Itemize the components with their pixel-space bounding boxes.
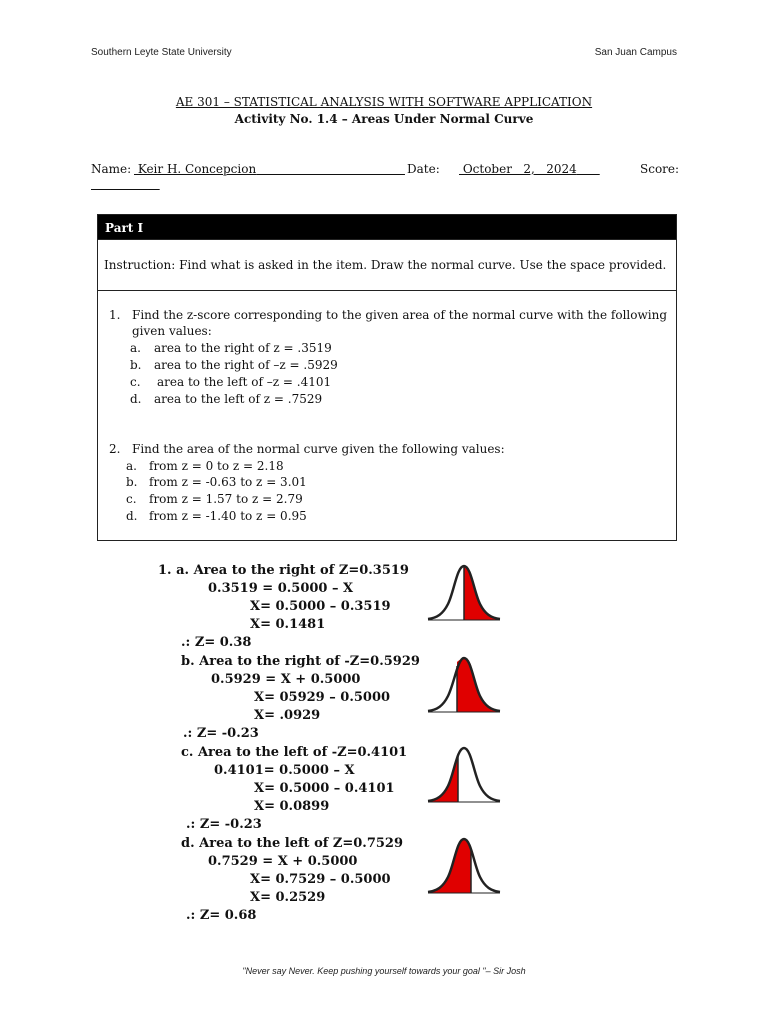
date-label: Date: xyxy=(407,162,440,176)
score-field xyxy=(91,177,160,191)
footer-quote: "Never say Never. Keep pushing yourself towards your goal "– Sir Josh xyxy=(242,966,526,976)
q2-a: from z = 0 to z = 2.18 xyxy=(149,459,284,473)
q1-text: Find the z-score corresponding to the given area of the normal curve with the following xyxy=(132,308,668,322)
q1-d-letter: d. xyxy=(130,392,142,406)
q1-c-letter: c. xyxy=(130,375,141,389)
activity-title: Activity No. 1.4 – Areas Under Normal Curve xyxy=(234,112,534,126)
date-value: October 2, 2024 xyxy=(459,162,577,176)
answer-d-result: .: Z= 0.68 xyxy=(186,908,257,923)
q2-b: from z = -0.63 to z = 3.01 xyxy=(149,475,307,489)
name-label: Name: xyxy=(91,162,132,176)
q1-a-letter: a. xyxy=(130,341,141,355)
q2-d: from z = -1.40 to z = 0.95 xyxy=(149,509,307,523)
q1-b: area to the right of –z = .5929 xyxy=(154,358,338,372)
answer-b-result: .: Z= -0.23 xyxy=(183,726,259,741)
normal-curve-right-tail-a xyxy=(425,562,503,624)
university-name: Southern Leyte State University xyxy=(91,47,232,58)
answer-c-result: .: Z= -0.23 xyxy=(186,817,262,832)
q2-b-letter: b. xyxy=(126,475,138,489)
answer-a-result: .: Z= 0.38 xyxy=(181,635,252,650)
answer-d-title: d. Area to the left of Z=0.7529 xyxy=(181,836,404,851)
answer-b-title: b. Area to the right of -Z=0.5929 xyxy=(181,654,420,669)
instruction: Instruction: Find what is asked in the item. Draw the normal curve. Use the space provided. xyxy=(97,240,677,291)
answer-a-step3: X= 0.1481 xyxy=(250,617,326,632)
q2-c: from z = 1.57 to z = 2.79 xyxy=(149,492,303,506)
q1-number: 1. xyxy=(109,308,121,322)
answer-d-step3: X= 0.2529 xyxy=(250,890,326,905)
answer-a-title: 1. a. Area to the right of Z=0.3519 xyxy=(158,563,409,578)
q2-d-letter: d. xyxy=(126,509,138,523)
q1-text-cont: given values: xyxy=(132,324,212,338)
answer-a-step1: 0.3519 = 0.5000 – X xyxy=(208,581,354,596)
answer-d-step1: 0.7529 = X + 0.5000 xyxy=(208,854,358,869)
answer-a-step2: X= 0.5000 – 0.3519 xyxy=(250,599,391,614)
answer-c-step2: X= 0.5000 – 0.4101 xyxy=(254,781,395,796)
answer-c-step3: X= 0.0899 xyxy=(254,799,330,814)
part-heading: Part I xyxy=(97,214,677,240)
date-field xyxy=(459,162,600,176)
score-label: Score: xyxy=(640,162,680,176)
q1-d: area to the left of z = .7529 xyxy=(154,392,323,406)
normal-curve-left-c xyxy=(425,744,503,806)
answer-d-step2: X= 0.7529 – 0.5000 xyxy=(250,872,391,887)
answer-c-step1: 0.4101= 0.5000 – X xyxy=(214,763,355,778)
answer-c-title: c. Area to the left of -Z=0.4101 xyxy=(181,745,408,760)
name-field xyxy=(134,162,405,176)
answer-b-step2: X= 05929 – 0.5000 xyxy=(254,690,391,705)
answer-b-step1: 0.5929 = X + 0.5000 xyxy=(211,672,361,687)
q1-a: area to the right of z = .3519 xyxy=(154,341,332,355)
q2-number: 2. xyxy=(109,442,121,456)
q2-a-letter: a. xyxy=(126,459,137,473)
campus-name: San Juan Campus xyxy=(594,47,677,58)
normal-curve-right-b xyxy=(425,654,503,716)
answer-b-step3: X= .0929 xyxy=(254,708,321,723)
name-value: Keir H. Concepcion xyxy=(134,162,257,176)
q2-text: Find the area of the normal curve given the following values: xyxy=(132,442,505,456)
normal-curve-left-d xyxy=(425,835,503,897)
q1-c: area to the left of –z = .4101 xyxy=(157,375,332,389)
course-title: AE 301 – STATISTICAL ANALYSIS WITH SOFTWARE APPLICATION xyxy=(175,95,593,109)
q1-b-letter: b. xyxy=(130,358,142,372)
q2-c-letter: c. xyxy=(126,492,137,506)
questions-box xyxy=(97,290,677,541)
